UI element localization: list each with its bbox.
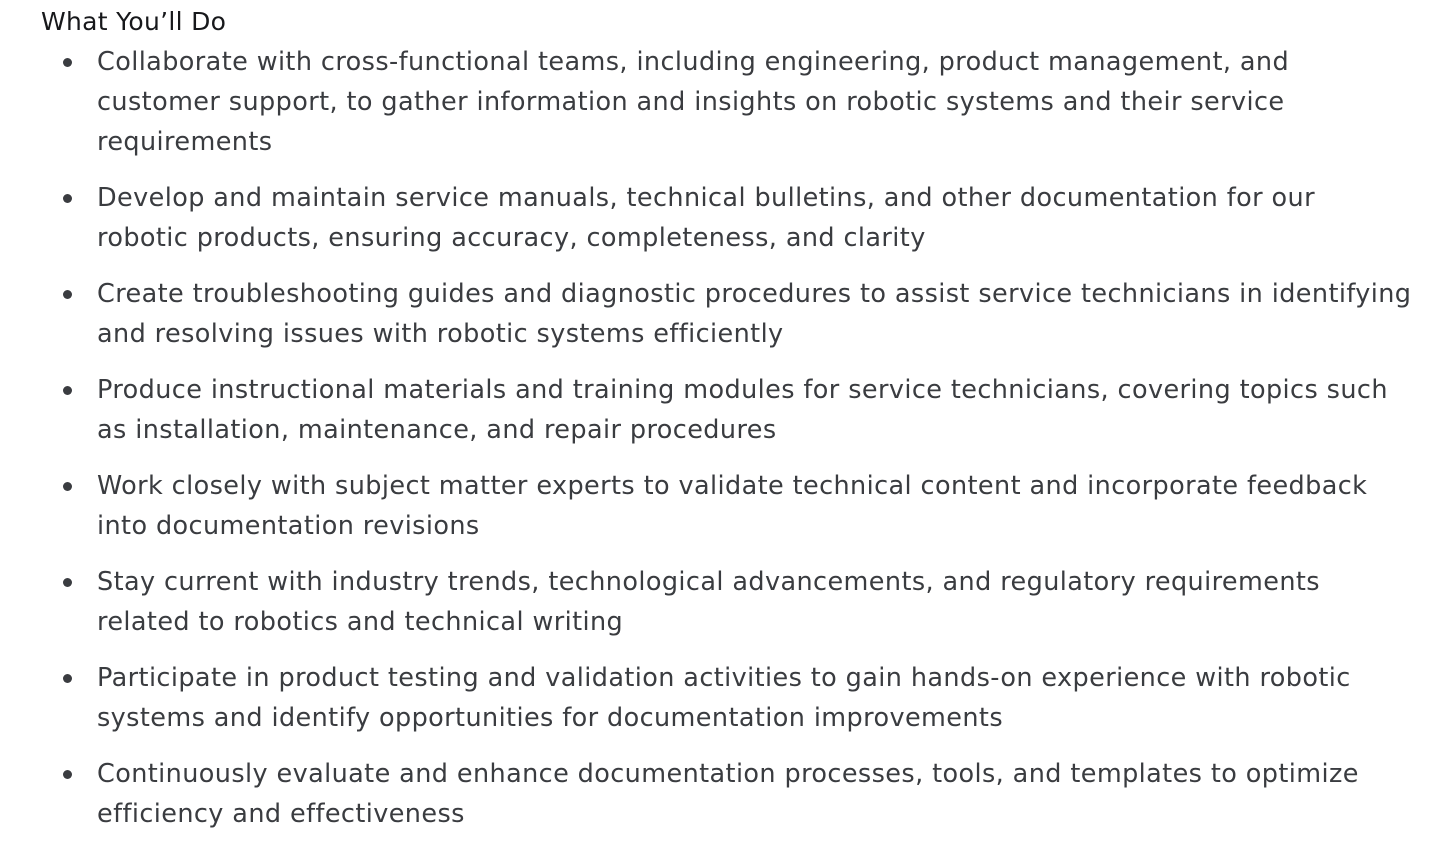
list-item [0, 370, 1454, 450]
section-title: What You’ll Do [41, 7, 227, 36]
responsibilities-list [0, 42, 1454, 850]
list-item [0, 178, 1454, 258]
bullet-dot-icon [63, 58, 72, 67]
list-item-text: Participate in product testing and validation activities to gain hands-on experience with robotic systems and identify opportunities for documentation improvements [97, 663, 1351, 733]
list-item [0, 274, 1454, 354]
list-item-text: Produce instructional materials and training modules for service technicians, covering topics such as installation, maintenance, and repair procedures [97, 375, 1388, 445]
bullet-dot-icon [63, 290, 72, 299]
bullet-dot-icon [63, 578, 72, 587]
bullet-dot-icon [63, 386, 72, 395]
list-item [0, 466, 1454, 546]
list-item-text: Stay current with industry trends, technological advancements, and regulatory requirements related to robotics and technical writing [97, 567, 1320, 637]
list-item-text: Create troubleshooting guides and diagnostic procedures to assist service technicians in identifying and resolving issues with robotic systems efficiently [97, 279, 1412, 349]
list-item [0, 658, 1454, 738]
list-item-text: Continuously evaluate and enhance documentation processes, tools, and templates to optimize efficiency and effectiveness [97, 759, 1359, 829]
list-item [0, 42, 1454, 162]
bullet-dot-icon [63, 482, 72, 491]
list-item-text: Work closely with subject matter experts to validate technical content and incorporate feedback into documentation revisions [97, 471, 1368, 541]
list-item-text: Collaborate with cross-functional teams, including engineering, product management, and customer support, to gather information and insights on robotic systems and their service requirements [97, 47, 1290, 157]
bullet-dot-icon [63, 194, 72, 203]
list-item-text: Develop and maintain service manuals, technical bulletins, and other documentation for our robotic products, ensuring accuracy, completeness, and clarity [97, 183, 1315, 253]
list-item [0, 754, 1454, 834]
bullet-dot-icon [63, 770, 72, 779]
bullet-dot-icon [63, 674, 72, 683]
list-item [0, 562, 1454, 642]
